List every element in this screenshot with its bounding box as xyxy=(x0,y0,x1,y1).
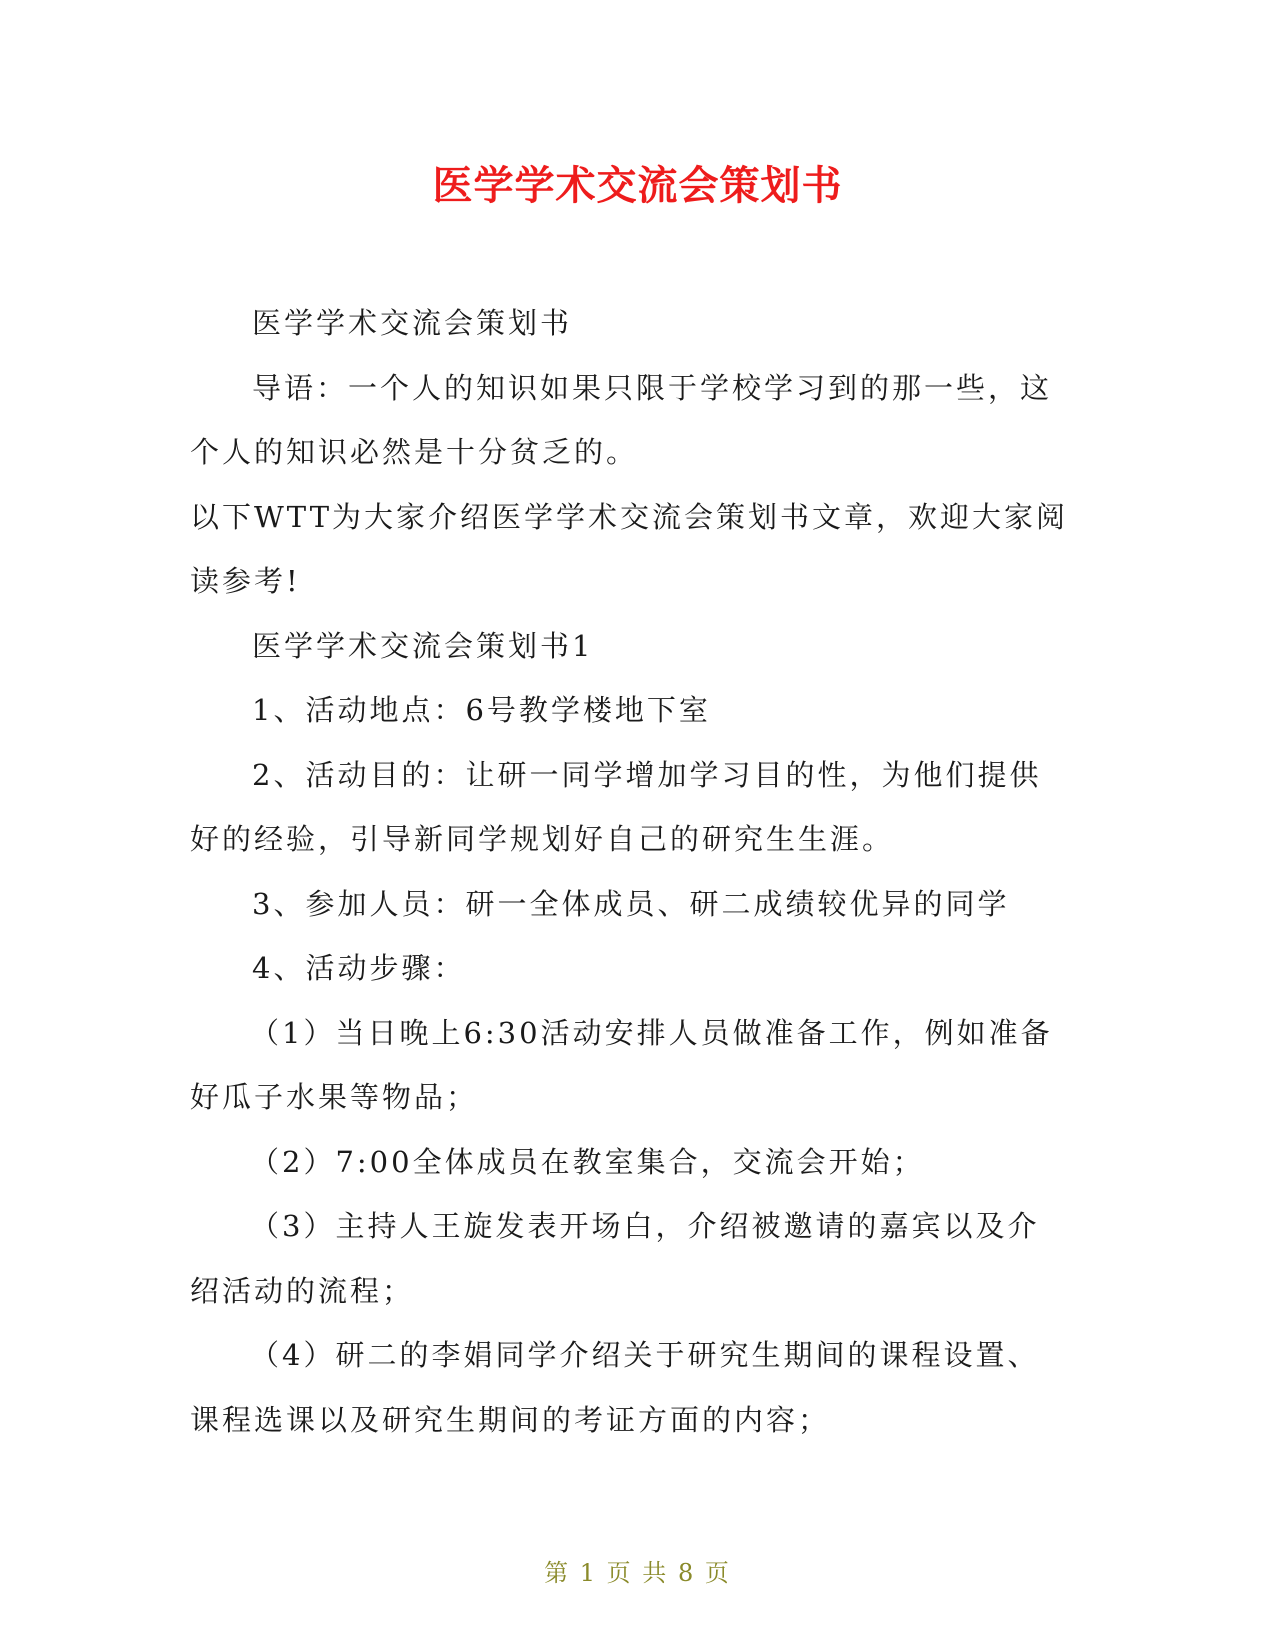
paragraph-step-3 xyxy=(190,1194,1090,1323)
page-number-footer: 第 1 页 共 8 页 xyxy=(544,1559,731,1587)
paragraph-intro xyxy=(190,356,1090,485)
document-body xyxy=(190,291,1090,1452)
text-line: （2）7:00全体成员在教室集合，交流会开始； xyxy=(250,1144,925,1179)
document-title: 医学学术交流会策划书 xyxy=(432,163,843,209)
text-line: 医学学术交流会策划书 xyxy=(252,306,573,340)
paragraph-item-1 xyxy=(190,678,1090,743)
paragraph-step-1 xyxy=(190,1001,1090,1130)
paragraph-step-4 xyxy=(190,1323,1090,1452)
text-line: 读参考! xyxy=(190,564,301,598)
paragraph-subtitle xyxy=(190,291,1090,356)
text-line: 课程选课以及研究生期间的考证方面的内容； xyxy=(190,1402,831,1437)
text-line: （1）当日晚上6:30活动安排人员做准备工作，例如准备 xyxy=(250,1015,1053,1050)
paragraph-item-3 xyxy=(190,872,1090,937)
text-line: 以下WTT为大家介绍医学学术交流会策划书文章，欢迎大家阅 xyxy=(190,499,1069,534)
text-line: 4、活动步骤： xyxy=(252,951,466,985)
paragraph-intro-2 xyxy=(190,485,1090,614)
paragraph-section-heading xyxy=(190,614,1090,679)
text-line: （3）主持人王旋发表开场白，介绍被邀请的嘉宾以及介 xyxy=(250,1209,1040,1243)
text-line: （4）研二的李娟同学介绍关于研究生期间的课程设置、 xyxy=(250,1338,1040,1372)
text-line: 绍活动的流程； xyxy=(190,1273,415,1308)
text-line: 导语：一个人的知识如果只限于学校学习到的那一些，这 xyxy=(252,370,1053,405)
paragraph-item-4 xyxy=(190,936,1090,1001)
text-line: 医学学术交流会策划书1 xyxy=(252,628,594,663)
text-line: 3、参加人员：研一全体成员、研二成绩较优异的同学 xyxy=(252,886,1010,921)
paragraph-item-2 xyxy=(190,743,1090,872)
text-line: 好瓜子水果等物品； xyxy=(190,1080,479,1114)
paragraph-step-2 xyxy=(190,1130,1090,1195)
text-line: 好的经验，引导新同学规划好自己的研究生生涯。 xyxy=(190,822,895,856)
text-line: 2、活动目的：让研一同学增加学习目的性，为他们提供 xyxy=(252,757,1042,792)
text-line: 个人的知识必然是十分贫乏的。 xyxy=(190,435,639,469)
text-line: 1、活动地点：6号教学楼地下室 xyxy=(252,693,711,727)
